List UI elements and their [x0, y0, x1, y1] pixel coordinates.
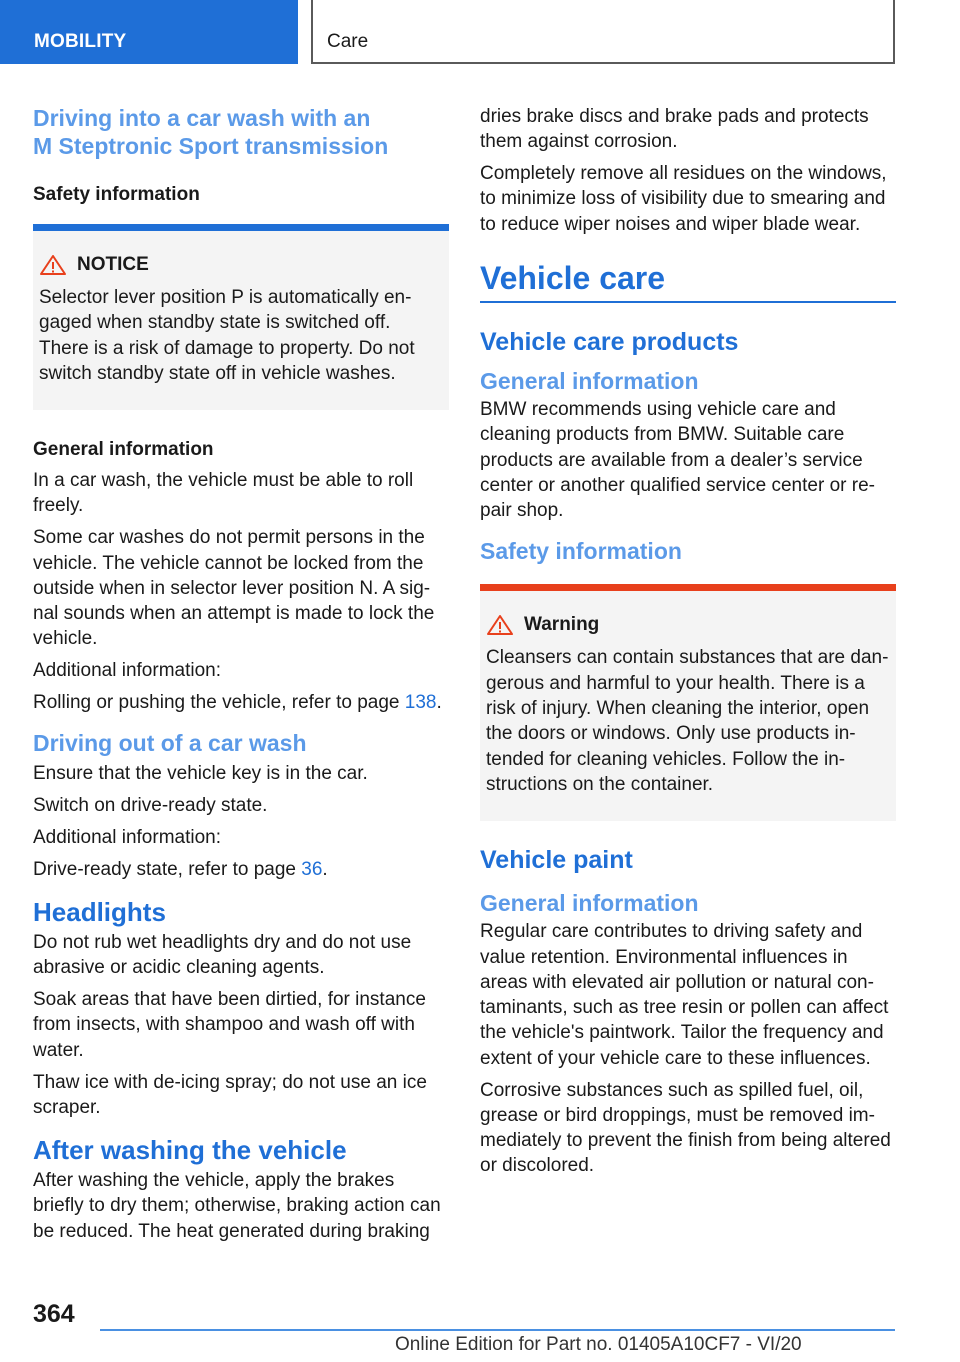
warning-title — [486, 613, 890, 637]
paragraph: Corrosive substances such as spilled fuel, oil, grease or bird droppings, must be removed immediately to prevent the finish from being altered or discolored. — [480, 1079, 891, 1177]
paragraph: Soak areas that have been dirtied, for instance from insects, with shampoo and wash off with water. — [33, 989, 426, 1061]
paragraph: BMW recommends using vehicle care and cleaning products from BMW. Suitable care products are available from a dealer’s service center or another qualified service center or repair shop. — [480, 398, 875, 522]
section-tab-mobility: MOBILITY — [0, 0, 298, 64]
page-number: 364 — [33, 1300, 75, 1328]
paragraph: Thaw ice with de-icing spray; do not use an ice scraper. — [33, 1071, 427, 1118]
left-column — [33, 104, 449, 1251]
heading-car-wash-line2: M Steptronic Sport transmission — [33, 133, 389, 159]
heading-car-wash-line1: Driving into a car wash with an — [33, 105, 371, 131]
heading-vehicle-care-products: Vehicle care products — [480, 327, 739, 356]
page-link-36[interactable]: 36 — [301, 858, 323, 880]
notice-title-text: NOTICE — [77, 254, 149, 275]
paragraph: Completely remove all residues on the windows, to minimize loss of visibility due to smearing and to reduce wiper noises and wiper blade wear. — [480, 163, 887, 235]
warning-box — [480, 584, 896, 821]
heading-after-washing: After washing the vehicle — [33, 1135, 347, 1166]
paragraph: Some car washes do not permit persons in the vehicle. The vehicle cannot be locked from the outside when in selector lever position N. A signal sounds when an attempt is made to lock the vehicle. — [33, 527, 435, 650]
paragraph: Ensure that the vehicle key is in the car. — [33, 763, 368, 785]
general-information-heading: General information — [33, 439, 214, 461]
safety-information-heading: Safety information — [33, 184, 200, 205]
notice-text: Selector lever position P is automatically engaged when standby state is switched off. There is a risk of damage to property. Do not switch standby state off in vehicle washes. — [39, 287, 415, 384]
paragraph: Additional information: — [33, 660, 221, 682]
paragraph-with-link — [33, 690, 449, 715]
heading-headlights: Headlights — [33, 897, 166, 928]
heading-car-wash — [33, 104, 449, 160]
heading-general-information: General information — [480, 367, 699, 394]
notice-title — [39, 253, 443, 277]
footer-rule — [100, 1329, 895, 1331]
text: Drive-ready state, refer to page — [33, 858, 302, 880]
heading-driving-out: Driving out of a car wash — [33, 730, 307, 757]
chapter-heading-vehicle-care: Vehicle care — [480, 259, 666, 296]
warning-triangle-icon — [486, 614, 514, 636]
paragraph: In a car wash, the vehicle must be able to roll freely. — [33, 470, 414, 517]
chapter-rule — [480, 301, 896, 303]
warning-triangle-icon — [39, 254, 67, 276]
paragraph: After washing the vehicle, apply the brakes briefly to dry them; otherwise, braking action can be reduced. The heat generated during braking — [33, 1170, 441, 1242]
paragraph: Switch on drive-ready state. — [33, 795, 268, 817]
warning-text: Cleansers can contain substances that are dangerous and harmful to your health. There is a risk of injury. When cleaning the interior, open the doors or windows. Only use products intended for cleaning vehicles. Follow the instructions on the container. — [486, 647, 889, 795]
heading-vehicle-paint: Vehicle paint — [480, 846, 633, 875]
footer-edition: Online Edition for Part no. 01405A10CF7 - VI/20 — [395, 1334, 802, 1355]
notice-box — [33, 224, 449, 410]
text: . — [436, 692, 442, 714]
page-link-138[interactable]: 138 — [404, 692, 437, 714]
paragraph: dries brake discs and brake pads and protects them against corrosion. — [480, 106, 869, 153]
text: . — [322, 858, 328, 880]
heading-safety-information: Safety information — [480, 538, 682, 565]
right-column — [480, 104, 896, 1185]
paragraph: Additional information: — [33, 826, 221, 848]
paragraph: Do not rub wet headlights dry and do not use abrasive or acidic cleaning agents. — [33, 932, 412, 979]
warning-title-text: Warning — [524, 614, 600, 636]
paragraph-with-link — [33, 857, 449, 882]
chapter-title: Care — [311, 0, 895, 64]
heading-general-information-paint: General information — [480, 890, 699, 917]
text: Rolling or pushing the vehicle, refer to page — [33, 692, 405, 714]
paragraph: Regular care contributes to driving safety and value retention. Environmental influences in areas with elevated air pollution or natural contaminants, such as tree resin or pollen can affect the vehicle's paintwork. Tailor the frequency and extent of your vehicle care to these influences. — [480, 921, 889, 1069]
